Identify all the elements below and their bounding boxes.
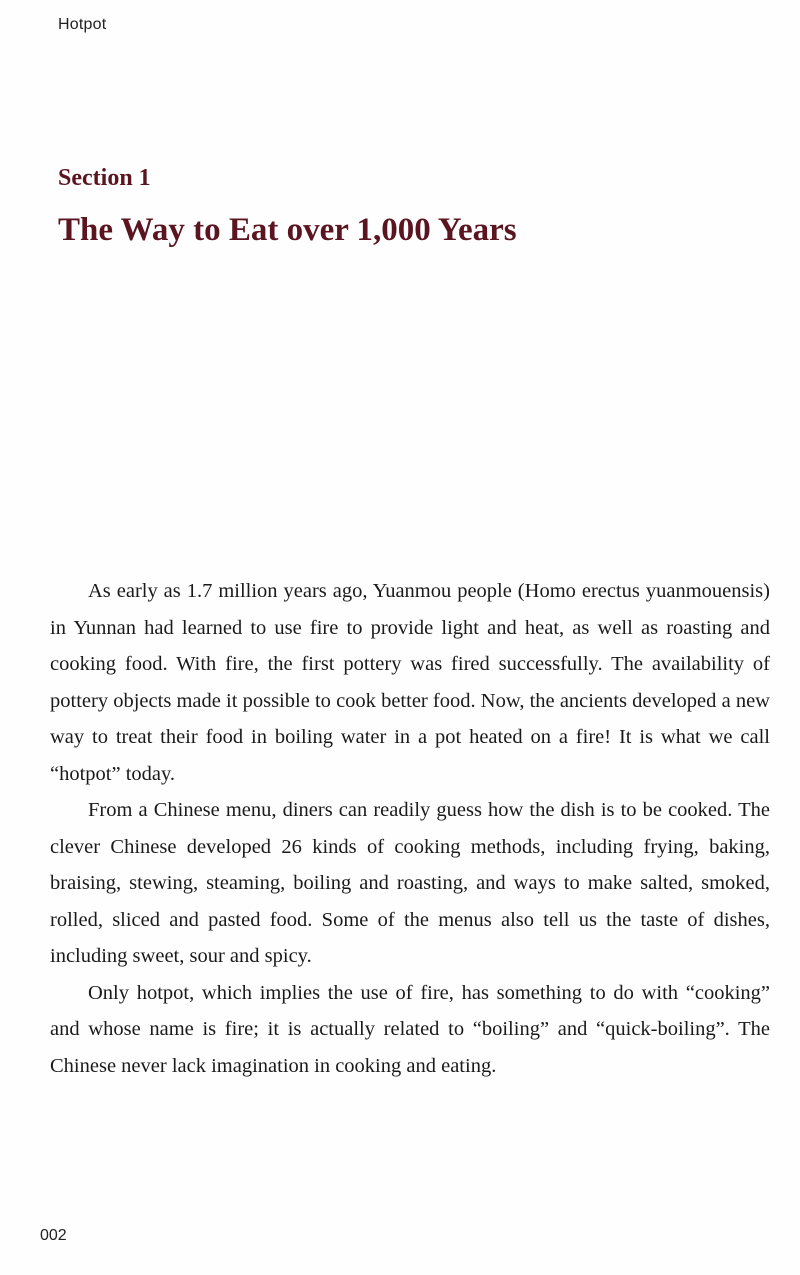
page-number: 002 xyxy=(40,1227,67,1244)
running-header: Hotpot xyxy=(58,16,107,33)
paragraph-2: From a Chinese menu, diners can readily guess how the dish is to be cooked. The clever Chinese developed 26 kinds of cooking methods, including frying, baking, braising, stewing, steaming, boiling and roasting, and ways to make salted, smoked, rolled, sliced and pasted food. Some of the menus also tell us the taste of dishes, including sweet, sour and spicy. xyxy=(50,799,770,967)
section-label: Section 1 xyxy=(58,165,151,191)
paragraph-3: Only hotpot, which implies the use of fire, has something to do with “cooking” and whose name is fire; it is actually related to “boiling” and “quick-boiling”. The Chinese never lack imagination in cooking and eating. xyxy=(50,981,770,1077)
section-title: The Way to Eat over 1,000 Years xyxy=(58,212,517,248)
paragraph-1: As early as 1.7 million years ago, Yuanmou people (Homo erectus yuanmouensis) in Yunnan had learned to use fire to provide light and heat, as well as roasting and cooking food. With fire, the first pottery was fired successfully. The availability of pottery objects made it possible to cook better food. Now, the ancients developed a new way to treat their food in boiling water in a pot heated on a fire! It is what we call “hotpot” today. xyxy=(50,580,770,785)
body-text xyxy=(50,573,770,1084)
